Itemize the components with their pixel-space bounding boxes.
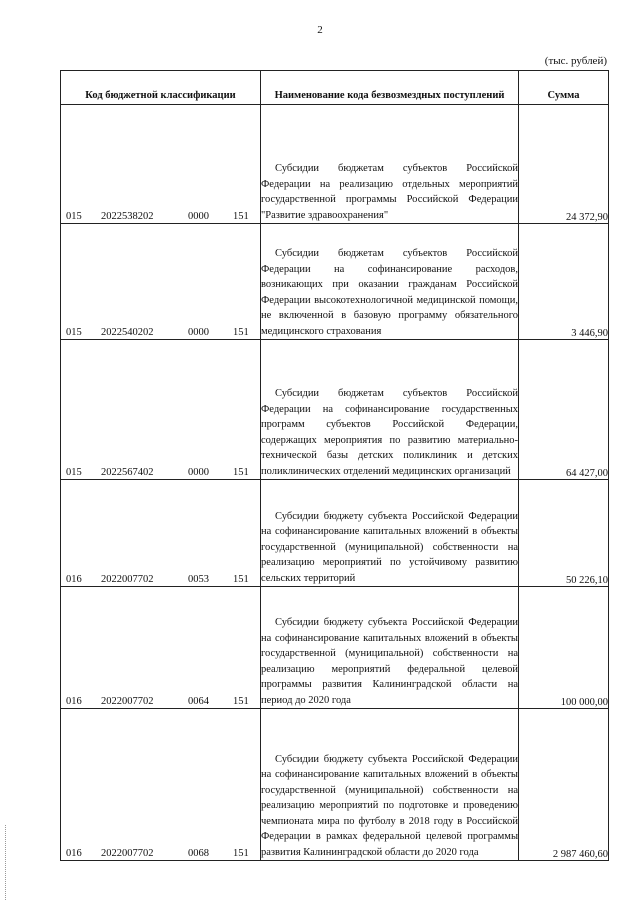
- table-row: [61, 105, 609, 224]
- name-text: Субсидии бюджету субъекта Российской Федерации на софинансирование капитальных вложений в объекты государственной (муниципальной) собственности на реализацию мероприятий федеральной целевой программы развития Калининградской области на период до 2020 года: [261, 617, 518, 706]
- admin-code: 015: [66, 327, 82, 338]
- table-row: [61, 709, 609, 861]
- units-label: (тыс. рублей): [544, 55, 607, 67]
- econ-code: 151: [233, 327, 249, 338]
- name-cell: [261, 587, 519, 709]
- main-code: 2022007702: [101, 574, 154, 585]
- name-cell: [261, 480, 519, 587]
- table-row: [61, 587, 609, 709]
- econ-code: 151: [233, 848, 249, 859]
- header-name: Наименование кода безвозмездных поступлений: [261, 71, 519, 105]
- table-row: [61, 224, 609, 340]
- table-header-row: [61, 71, 609, 105]
- admin-code: 016: [66, 696, 82, 707]
- budget-table: [60, 70, 609, 861]
- admin-code: 016: [66, 848, 82, 859]
- name-text: Субсидии бюджетам субъектов Российской Федерации на софинансирование государственных программ субъектов Российской Федерации, содержащих мероприятия по развитию материально-технической базы детских поликлиник и детских поликлинических отделений медицинских организаций: [261, 388, 518, 477]
- program-code: 0053: [188, 574, 209, 585]
- sum-cell: 100 000,00: [519, 587, 609, 709]
- name-text: Субсидии бюджету субъекта Российской Федерации на софинансирование капитальных вложений в объекты государственной (муниципальной) собственности на реализацию мероприятий по подготовке и проведению чемпионата мира по футболу в 2018 году в Российской Федерации в рамках федеральной целевой программы развития Калининградской области до 2020 года: [261, 753, 518, 858]
- main-code: 2022007702: [101, 848, 154, 859]
- name-cell: [261, 105, 519, 224]
- sum-cell: 24 372,90: [519, 105, 609, 224]
- code-cell: [61, 709, 261, 861]
- sum-cell: 50 226,10: [519, 480, 609, 587]
- econ-code: 151: [233, 467, 249, 478]
- table-row: [61, 340, 609, 480]
- program-code: 0068: [188, 848, 209, 859]
- sum-cell: 64 427,00: [519, 340, 609, 480]
- program-code: 0064: [188, 696, 209, 707]
- econ-code: 151: [233, 696, 249, 707]
- code-cell: [61, 340, 261, 480]
- econ-code: 151: [233, 574, 249, 585]
- admin-code: 015: [66, 211, 82, 222]
- name-cell: [261, 340, 519, 480]
- name-cell: [261, 709, 519, 861]
- header-code: Код бюджетной классификации: [61, 71, 261, 105]
- econ-code: 151: [233, 211, 249, 222]
- scan-margin-mark: [5, 825, 8, 900]
- main-code: 2022567402: [101, 467, 154, 478]
- program-code: 0000: [188, 467, 209, 478]
- main-code: 2022540202: [101, 327, 154, 338]
- main-code: 2022007702: [101, 696, 154, 707]
- page-number: 2: [317, 24, 323, 36]
- code-cell: [61, 587, 261, 709]
- main-code: 2022538202: [101, 211, 154, 222]
- program-code: 0000: [188, 211, 209, 222]
- code-cell: [61, 480, 261, 587]
- program-code: 0000: [188, 327, 209, 338]
- name-cell: [261, 224, 519, 340]
- sum-cell: 3 446,90: [519, 224, 609, 340]
- admin-code: 015: [66, 467, 82, 478]
- admin-code: 016: [66, 574, 82, 585]
- name-text: Субсидии бюджетам субъектов Российской Федерации на софинансирование расходов, возникающих при оказании гражданам Российской Федерации высокотехнологичной медицинской помощи, не включенной в базовую программу обязательного медицинского страхования: [261, 248, 518, 337]
- name-text: Субсидии бюджету субъекта Российской Федерации на софинансирование капитальных вложений в объекты государственной (муниципальной) собственности на реализацию мероприятий по устойчивому развитию сельских территорий: [261, 510, 518, 584]
- header-sum: Сумма: [519, 71, 609, 105]
- code-cell: [61, 224, 261, 340]
- name-text: Субсидии бюджетам субъектов Российской Федерации на реализацию отдельных мероприятий государственной программы Российской Федерации "Развитие здравоохранения": [261, 163, 518, 221]
- table-row: [61, 480, 609, 587]
- sum-cell: 2 987 460,60: [519, 709, 609, 861]
- code-cell: [61, 105, 261, 224]
